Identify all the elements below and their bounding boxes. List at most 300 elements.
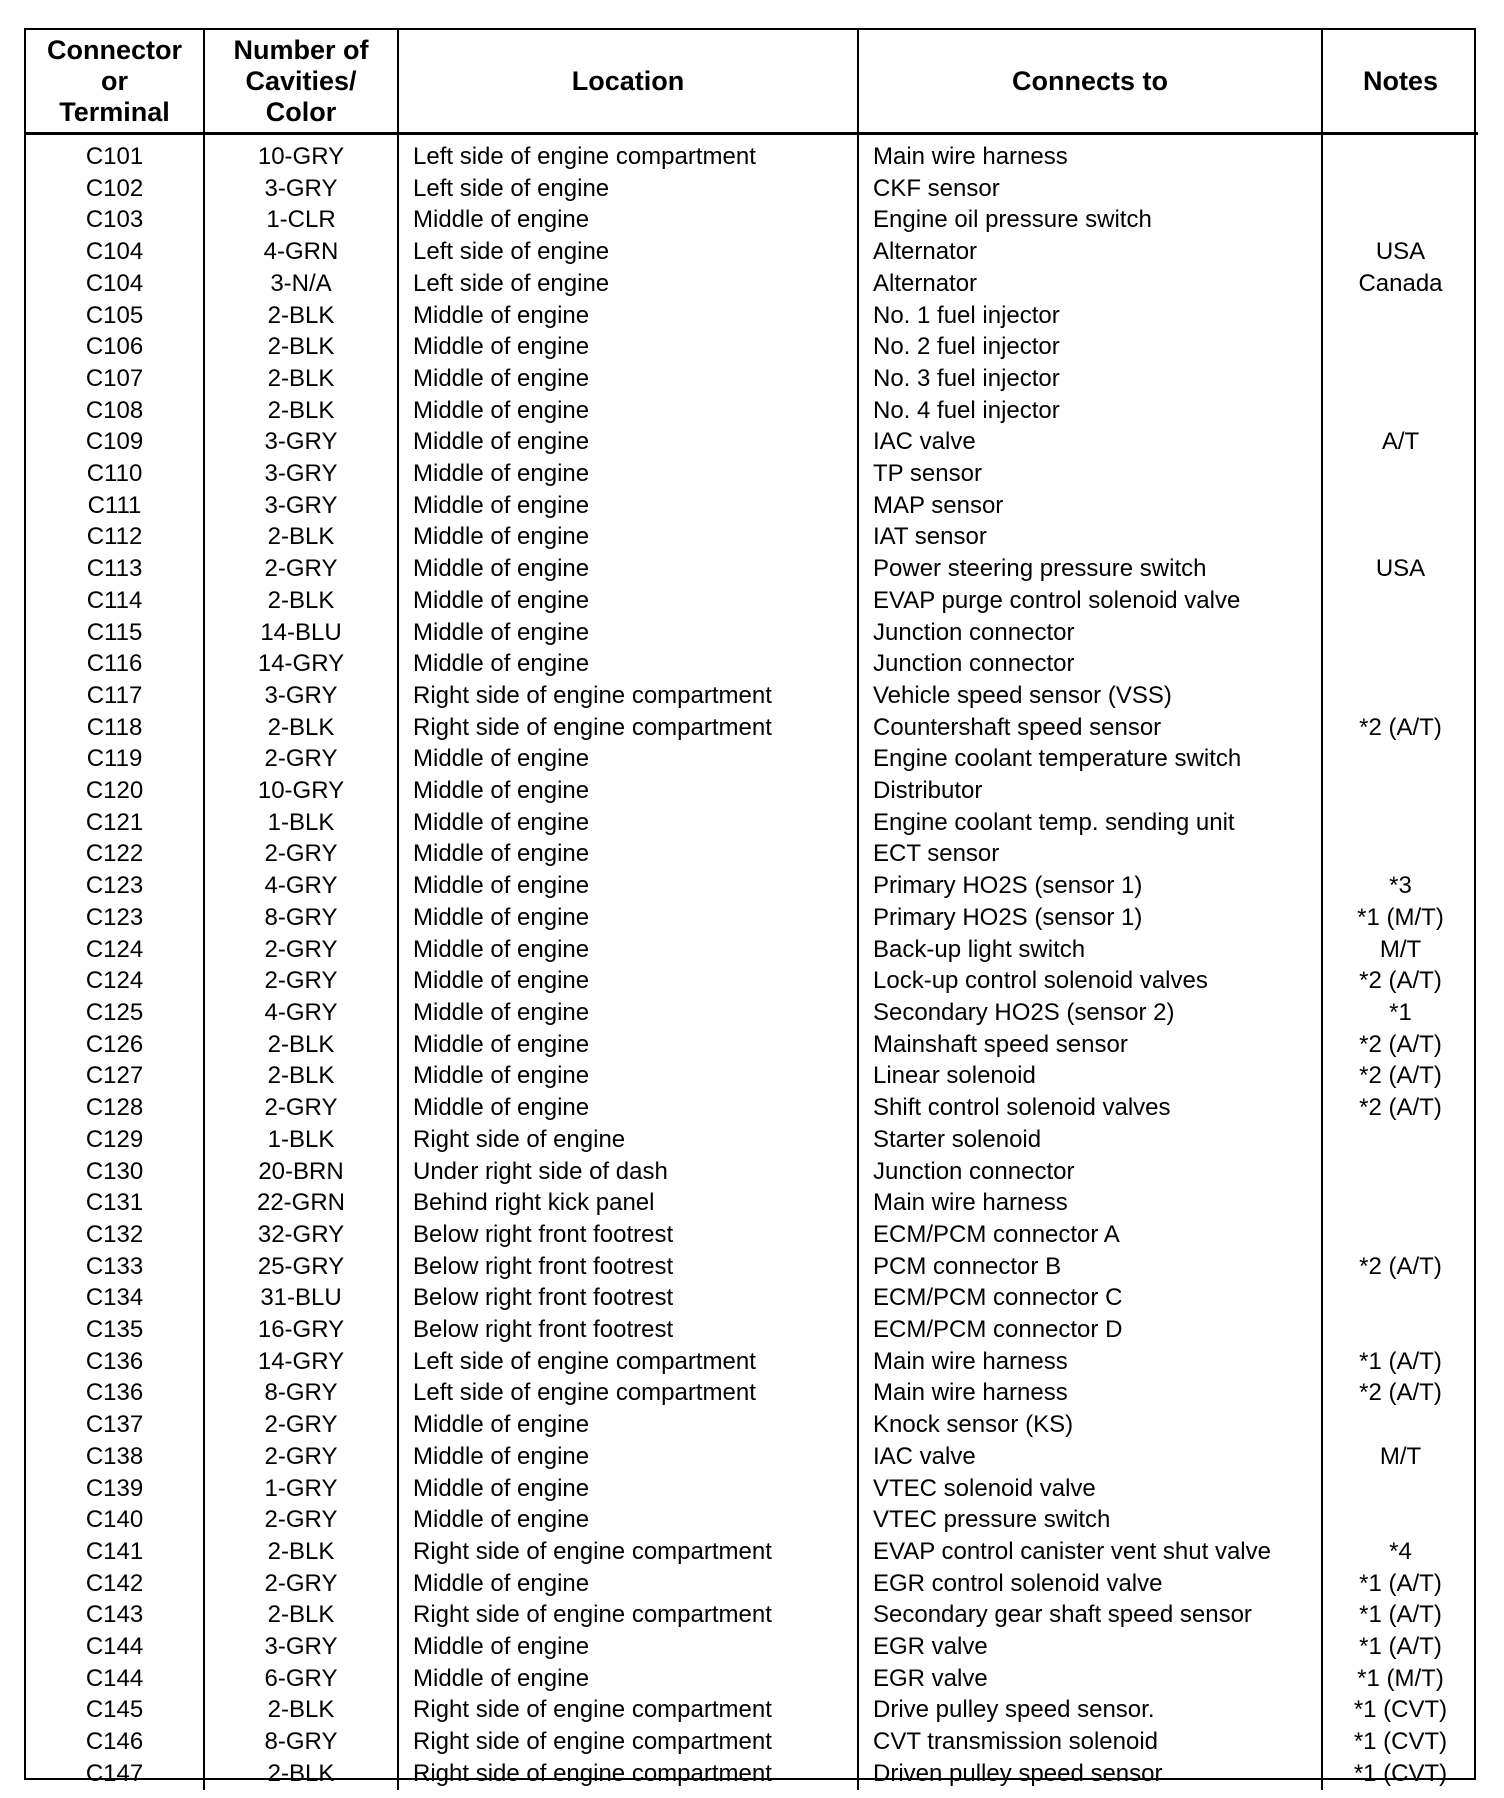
- cavities-cell: 2-BLK: [204, 585, 398, 617]
- table-row: [26, 1251, 1478, 1283]
- notes-cell: [1322, 1504, 1478, 1536]
- connects-to-cell: Starter solenoid: [858, 1124, 1322, 1156]
- connector-cell: C129: [85, 1125, 144, 1153]
- notes-cell: [1322, 1314, 1478, 1346]
- cavities-cell: 3-GRY: [204, 680, 398, 712]
- connector-cell: C114: [86, 586, 143, 614]
- location-cell: Middle of engine: [398, 363, 858, 395]
- table-row: [26, 680, 1478, 712]
- notes-cell: *1 (CVT): [1322, 1758, 1478, 1790]
- cavities-cell: 2-GRY: [204, 1092, 398, 1124]
- cavities-cell: 2-BLK: [204, 712, 398, 744]
- cavities-cell: 2-BLK: [204, 363, 398, 395]
- notes-cell: [1322, 204, 1478, 236]
- cavities-cell: 16-GRY: [204, 1314, 398, 1346]
- cavities-cell: 4-GRN: [204, 236, 398, 268]
- cavities-cell: 14-GRY: [204, 648, 398, 680]
- table-row: [26, 300, 1478, 332]
- notes-cell: *1 (A/T): [1322, 1631, 1478, 1663]
- connector-cell: C138: [85, 1442, 144, 1470]
- location-cell: Middle of engine: [398, 902, 858, 934]
- connects-to-cell: IAT sensor: [858, 521, 1322, 553]
- cavities-cell: 10-GRY: [204, 134, 398, 173]
- notes-cell: [1322, 1409, 1478, 1441]
- location-cell: Middle of engine: [398, 521, 858, 553]
- table-row: [26, 1473, 1478, 1505]
- notes-cell: [1322, 1124, 1478, 1156]
- connector-cell: C102: [85, 174, 144, 202]
- header-connector-line3: Terminal: [59, 96, 170, 127]
- table-row: [26, 1156, 1478, 1188]
- location-cell: Middle of engine: [398, 1504, 858, 1536]
- header-notes: Notes: [1322, 30, 1478, 134]
- cavities-cell: 3-N/A: [204, 268, 398, 300]
- notes-cell: USA: [1322, 236, 1478, 268]
- notes-cell: *2 (A/T): [1322, 1092, 1478, 1124]
- location-cell: Middle of engine: [398, 1663, 858, 1695]
- connects-to-cell: No. 3 fuel injector: [858, 363, 1322, 395]
- location-cell: Left side of engine: [398, 268, 858, 300]
- connects-to-cell: VTEC pressure switch: [858, 1504, 1322, 1536]
- cavities-cell: 2-BLK: [204, 1758, 398, 1790]
- location-cell: Left side of engine compartment: [398, 1346, 858, 1378]
- connects-to-cell: EGR valve: [858, 1663, 1322, 1695]
- notes-cell: [1322, 134, 1478, 173]
- location-cell: Middle of engine: [398, 997, 858, 1029]
- notes-cell: *1 (CVT): [1322, 1694, 1478, 1726]
- header-cavities-line2: Cavities/: [245, 65, 357, 96]
- connects-to-cell: Junction connector: [858, 1156, 1322, 1188]
- connects-to-cell: EGR valve: [858, 1631, 1322, 1663]
- notes-cell: *1 (A/T): [1322, 1599, 1478, 1631]
- cavities-cell: 2-GRY: [204, 934, 398, 966]
- cavities-cell: 8-GRY: [204, 1377, 398, 1409]
- connector-cell: C134: [85, 1284, 144, 1312]
- connector-cell: C125: [85, 998, 144, 1026]
- table-row: [26, 490, 1478, 522]
- location-cell: Middle of engine: [398, 458, 858, 490]
- connector-cell: C112: [86, 523, 143, 551]
- connects-to-cell: Mainshaft speed sensor: [858, 1029, 1322, 1061]
- location-cell: Under right side of dash: [398, 1156, 858, 1188]
- connector-cell: C133: [85, 1252, 144, 1280]
- connects-to-cell: EGR control solenoid valve: [858, 1568, 1322, 1600]
- table-row: [26, 204, 1478, 236]
- header-cavities: [204, 30, 398, 134]
- cavities-cell: 8-GRY: [204, 902, 398, 934]
- location-cell: Middle of engine: [398, 1409, 858, 1441]
- notes-cell: *3: [1322, 870, 1478, 902]
- connects-to-cell: Drive pulley speed sensor.: [858, 1694, 1322, 1726]
- notes-cell: [1322, 838, 1478, 870]
- connects-to-cell: IAC valve: [858, 426, 1322, 458]
- cavities-cell: 32-GRY: [204, 1219, 398, 1251]
- connector-cell: C103: [85, 206, 144, 234]
- location-cell: Middle of engine: [398, 1441, 858, 1473]
- connects-to-cell: Lock-up control solenoid valves: [858, 965, 1322, 997]
- cavities-cell: 6-GRY: [204, 1663, 398, 1695]
- connects-to-cell: Countershaft speed sensor: [858, 712, 1322, 744]
- location-cell: Right side of engine compartment: [398, 1599, 858, 1631]
- table-row: [26, 268, 1478, 300]
- table-row: [26, 173, 1478, 205]
- connector-cell: C122: [85, 840, 144, 868]
- table-row: [26, 363, 1478, 395]
- table-row: [26, 934, 1478, 966]
- connector-table-frame: [24, 28, 1476, 1787]
- connector-cell: C143: [85, 1601, 144, 1629]
- notes-cell: *1 (M/T): [1322, 1663, 1478, 1695]
- header-connects-to: Connects to: [858, 30, 1322, 134]
- cavities-cell: 8-GRY: [204, 1726, 398, 1758]
- connects-to-cell: Main wire harness: [858, 1187, 1322, 1219]
- connects-to-cell: Alternator: [858, 268, 1322, 300]
- notes-cell: [1322, 300, 1478, 332]
- connector-cell: C137: [85, 1411, 144, 1439]
- location-cell: Right side of engine compartment: [398, 1758, 858, 1790]
- location-cell: Middle of engine: [398, 807, 858, 839]
- connects-to-cell: Engine coolant temperature switch: [858, 743, 1322, 775]
- location-cell: Middle of engine: [398, 775, 858, 807]
- header-connector: [26, 30, 204, 134]
- cavities-cell: 4-GRY: [204, 997, 398, 1029]
- table-row: [26, 775, 1478, 807]
- connector-cell: C146: [85, 1728, 144, 1756]
- cavities-cell: 2-BLK: [204, 1536, 398, 1568]
- notes-cell: [1322, 775, 1478, 807]
- connects-to-cell: CKF sensor: [858, 173, 1322, 205]
- connects-to-cell: Linear solenoid: [858, 1060, 1322, 1092]
- notes-cell: [1322, 1219, 1478, 1251]
- table-row: [26, 1409, 1478, 1441]
- notes-cell: *2 (A/T): [1322, 712, 1478, 744]
- cavities-cell: 14-BLU: [204, 617, 398, 649]
- cavities-cell: 14-GRY: [204, 1346, 398, 1378]
- location-cell: Below right front footrest: [398, 1251, 858, 1283]
- connector-cell: C147: [85, 1759, 144, 1787]
- connects-to-cell: ECM/PCM connector A: [858, 1219, 1322, 1251]
- header-connector-line2: or: [101, 65, 128, 96]
- cavities-cell: 2-BLK: [204, 521, 398, 553]
- cavities-cell: 2-GRY: [204, 838, 398, 870]
- location-cell: Right side of engine compartment: [398, 680, 858, 712]
- cavities-cell: 2-GRY: [204, 1441, 398, 1473]
- connector-cell: C130: [85, 1157, 144, 1185]
- location-cell: Middle of engine: [398, 1473, 858, 1505]
- notes-cell: [1322, 1187, 1478, 1219]
- table-row: [26, 236, 1478, 268]
- notes-cell: [1322, 1282, 1478, 1314]
- connects-to-cell: Primary HO2S (sensor 1): [858, 870, 1322, 902]
- location-cell: Middle of engine: [398, 585, 858, 617]
- table-row: [26, 1599, 1478, 1631]
- location-cell: Middle of engine: [398, 838, 858, 870]
- location-cell: Middle of engine: [398, 300, 858, 332]
- connector-cell: C109: [85, 428, 144, 456]
- connects-to-cell: Power steering pressure switch: [858, 553, 1322, 585]
- connector-cell: C135: [85, 1316, 144, 1344]
- location-cell: Middle of engine: [398, 426, 858, 458]
- location-cell: Behind right kick panel: [398, 1187, 858, 1219]
- notes-cell: M/T: [1322, 934, 1478, 966]
- table-row: [26, 426, 1478, 458]
- connects-to-cell: Engine coolant temp. sending unit: [858, 807, 1322, 839]
- location-cell: Middle of engine: [398, 490, 858, 522]
- connector-cell: C128: [85, 1094, 144, 1122]
- location-cell: Middle of engine: [398, 553, 858, 585]
- table-row: [26, 1092, 1478, 1124]
- connects-to-cell: Junction connector: [858, 617, 1322, 649]
- connects-to-cell: No. 1 fuel injector: [858, 300, 1322, 332]
- connects-to-cell: EVAP control canister vent shut valve: [858, 1536, 1322, 1568]
- cavities-cell: 2-GRY: [204, 1504, 398, 1536]
- notes-cell: [1322, 680, 1478, 712]
- cavities-cell: 3-GRY: [204, 173, 398, 205]
- table-row: [26, 458, 1478, 490]
- table-row: [26, 807, 1478, 839]
- notes-cell: [1322, 743, 1478, 775]
- notes-cell: [1322, 363, 1478, 395]
- connector-cell: C104: [85, 269, 144, 297]
- connects-to-cell: Secondary gear shaft speed sensor: [858, 1599, 1322, 1631]
- cavities-cell: 31-BLU: [204, 1282, 398, 1314]
- connector-cell: C107: [85, 364, 144, 392]
- location-cell: Middle of engine: [398, 1092, 858, 1124]
- notes-cell: [1322, 521, 1478, 553]
- cavities-cell: 10-GRY: [204, 775, 398, 807]
- connector-cell: C142: [85, 1569, 144, 1597]
- location-cell: Left side of engine compartment: [398, 1377, 858, 1409]
- location-cell: Left side of engine: [398, 236, 858, 268]
- table-row: [26, 838, 1478, 870]
- cavities-cell: 25-GRY: [204, 1251, 398, 1283]
- connector-cell: C136: [85, 1379, 144, 1407]
- table-row: [26, 1758, 1478, 1790]
- notes-cell: [1322, 1473, 1478, 1505]
- location-cell: Left side of engine: [398, 173, 858, 205]
- table-row: [26, 1029, 1478, 1061]
- connector-cell: C145: [85, 1696, 144, 1724]
- connects-to-cell: Main wire harness: [858, 1346, 1322, 1378]
- table-row: [26, 997, 1478, 1029]
- notes-cell: *1 (A/T): [1322, 1568, 1478, 1600]
- cavities-cell: 2-BLK: [204, 1060, 398, 1092]
- cavities-cell: 1-CLR: [204, 204, 398, 236]
- connects-to-cell: No. 4 fuel injector: [858, 395, 1322, 427]
- connector-cell: C106: [85, 333, 144, 361]
- location-cell: Middle of engine: [398, 743, 858, 775]
- notes-cell: *4: [1322, 1536, 1478, 1568]
- cavities-cell: 1-BLK: [204, 1124, 398, 1156]
- cavities-cell: 3-GRY: [204, 490, 398, 522]
- header-cavities-line3: Color: [265, 96, 337, 127]
- location-cell: Middle of engine: [398, 870, 858, 902]
- location-cell: Middle of engine: [398, 1568, 858, 1600]
- table-row: [26, 648, 1478, 680]
- table-row: [26, 1314, 1478, 1346]
- table-row: [26, 395, 1478, 427]
- location-cell: Below right front footrest: [398, 1282, 858, 1314]
- cavities-cell: 2-BLK: [204, 1599, 398, 1631]
- location-cell: Middle of engine: [398, 1631, 858, 1663]
- cavities-cell: 2-GRY: [204, 1409, 398, 1441]
- notes-cell: *1 (A/T): [1322, 1346, 1478, 1378]
- connects-to-cell: PCM connector B: [858, 1251, 1322, 1283]
- notes-cell: *2 (A/T): [1322, 1029, 1478, 1061]
- cavities-cell: 2-BLK: [204, 395, 398, 427]
- connector-cell: C116: [86, 650, 143, 678]
- notes-cell: [1322, 648, 1478, 680]
- notes-cell: [1322, 395, 1478, 427]
- table-row: [26, 712, 1478, 744]
- cavities-cell: 2-BLK: [204, 1694, 398, 1726]
- connector-cell: C120: [85, 777, 144, 805]
- connector-table: [26, 30, 1478, 1790]
- connects-to-cell: TP sensor: [858, 458, 1322, 490]
- location-cell: Left side of engine compartment: [398, 134, 858, 173]
- connects-to-cell: Vehicle speed sensor (VSS): [858, 680, 1322, 712]
- connector-cell: C113: [86, 555, 143, 583]
- table-row: [26, 965, 1478, 997]
- cavities-cell: 2-GRY: [204, 1568, 398, 1600]
- connects-to-cell: EVAP purge control solenoid valve: [858, 585, 1322, 617]
- connector-cell: C104: [85, 238, 144, 266]
- connector-cell: C124: [85, 967, 144, 995]
- connector-cell: C144: [85, 1633, 144, 1661]
- notes-cell: *2 (A/T): [1322, 965, 1478, 997]
- connector-cell: C119: [86, 745, 143, 773]
- cavities-cell: 4-GRY: [204, 870, 398, 902]
- location-cell: Middle of engine: [398, 934, 858, 966]
- connector-cell: C115: [86, 618, 143, 646]
- connector-cell: C105: [85, 301, 144, 329]
- connects-to-cell: ECM/PCM connector C: [858, 1282, 1322, 1314]
- notes-cell: [1322, 173, 1478, 205]
- connector-cell: C101: [85, 143, 144, 170]
- table-row: [26, 134, 1478, 173]
- connector-cell: C144: [85, 1664, 144, 1692]
- location-cell: Right side of engine compartment: [398, 1694, 858, 1726]
- connects-to-cell: Knock sensor (KS): [858, 1409, 1322, 1441]
- location-cell: Middle of engine: [398, 965, 858, 997]
- connector-cell: C141: [85, 1537, 144, 1565]
- cavities-cell: 2-BLK: [204, 300, 398, 332]
- cavities-cell: 2-GRY: [204, 553, 398, 585]
- table-row: [26, 1377, 1478, 1409]
- table-row: [26, 1441, 1478, 1473]
- notes-cell: Canada: [1322, 268, 1478, 300]
- notes-cell: M/T: [1322, 1441, 1478, 1473]
- table-row: [26, 1124, 1478, 1156]
- table-row: [26, 1694, 1478, 1726]
- notes-cell: *2 (A/T): [1322, 1251, 1478, 1283]
- connector-cell: C139: [85, 1474, 144, 1502]
- notes-cell: [1322, 807, 1478, 839]
- table-row: [26, 1504, 1478, 1536]
- connector-cell: C124: [85, 935, 144, 963]
- table-row: [26, 1663, 1478, 1695]
- connects-to-cell: No. 2 fuel injector: [858, 331, 1322, 363]
- connects-to-cell: CVT transmission solenoid: [858, 1726, 1322, 1758]
- connector-cell: C127: [85, 1062, 144, 1090]
- cavities-cell: 1-GRY: [204, 1473, 398, 1505]
- location-cell: Right side of engine compartment: [398, 712, 858, 744]
- cavities-cell: 2-GRY: [204, 965, 398, 997]
- table-row: [26, 1631, 1478, 1663]
- connector-cell: C123: [85, 872, 144, 900]
- connects-to-cell: Engine oil pressure switch: [858, 204, 1322, 236]
- location-cell: Below right front footrest: [398, 1314, 858, 1346]
- table-row: [26, 902, 1478, 934]
- connector-cell: C132: [85, 1220, 144, 1248]
- table-row: [26, 521, 1478, 553]
- cavities-cell: 20-BRN: [204, 1156, 398, 1188]
- connector-cell: C111: [87, 491, 142, 519]
- connects-to-cell: Junction connector: [858, 648, 1322, 680]
- notes-cell: *2 (A/T): [1322, 1060, 1478, 1092]
- connects-to-cell: Secondary HO2S (sensor 2): [858, 997, 1322, 1029]
- notes-cell: A/T: [1322, 426, 1478, 458]
- location-cell: Right side of engine: [398, 1124, 858, 1156]
- connects-to-cell: ECM/PCM connector D: [858, 1314, 1322, 1346]
- notes-cell: [1322, 331, 1478, 363]
- cavities-cell: 3-GRY: [204, 426, 398, 458]
- table-row: [26, 1536, 1478, 1568]
- table-row: [26, 1219, 1478, 1251]
- table-row: [26, 553, 1478, 585]
- location-cell: Middle of engine: [398, 648, 858, 680]
- connects-to-cell: MAP sensor: [858, 490, 1322, 522]
- table-row: [26, 1346, 1478, 1378]
- connector-cell: C110: [86, 460, 143, 488]
- location-cell: Below right front footrest: [398, 1219, 858, 1251]
- table-row: [26, 743, 1478, 775]
- header-cavities-line1: Number of: [233, 34, 369, 65]
- cavities-cell: 3-GRY: [204, 458, 398, 490]
- location-cell: Right side of engine compartment: [398, 1536, 858, 1568]
- location-cell: Middle of engine: [398, 331, 858, 363]
- table-row: [26, 1282, 1478, 1314]
- connects-to-cell: ECT sensor: [858, 838, 1322, 870]
- cavities-cell: 2-BLK: [204, 331, 398, 363]
- notes-cell: [1322, 617, 1478, 649]
- notes-cell: [1322, 585, 1478, 617]
- connector-cell: C126: [85, 1030, 144, 1058]
- notes-cell: *1: [1322, 997, 1478, 1029]
- connects-to-cell: Driven pulley speed sensor: [858, 1758, 1322, 1790]
- connects-to-cell: Back-up light switch: [858, 934, 1322, 966]
- connector-cell: C118: [86, 713, 143, 741]
- table-row: [26, 1187, 1478, 1219]
- notes-cell: USA: [1322, 553, 1478, 585]
- table-row: [26, 331, 1478, 363]
- connects-to-cell: IAC valve: [858, 1441, 1322, 1473]
- cavities-cell: 1-BLK: [204, 807, 398, 839]
- table-row: [26, 1568, 1478, 1600]
- cavities-cell: 2-BLK: [204, 1029, 398, 1061]
- table-row: [26, 617, 1478, 649]
- notes-cell: [1322, 1156, 1478, 1188]
- header-connector-line1: Connector: [47, 34, 182, 65]
- notes-cell: [1322, 458, 1478, 490]
- connects-to-cell: Main wire harness: [858, 134, 1322, 173]
- location-cell: Middle of engine: [398, 617, 858, 649]
- notes-cell: *1 (CVT): [1322, 1726, 1478, 1758]
- connects-to-cell: Alternator: [858, 236, 1322, 268]
- connector-cell: C121: [85, 808, 144, 836]
- connector-cell: C140: [85, 1506, 144, 1534]
- location-cell: Middle of engine: [398, 395, 858, 427]
